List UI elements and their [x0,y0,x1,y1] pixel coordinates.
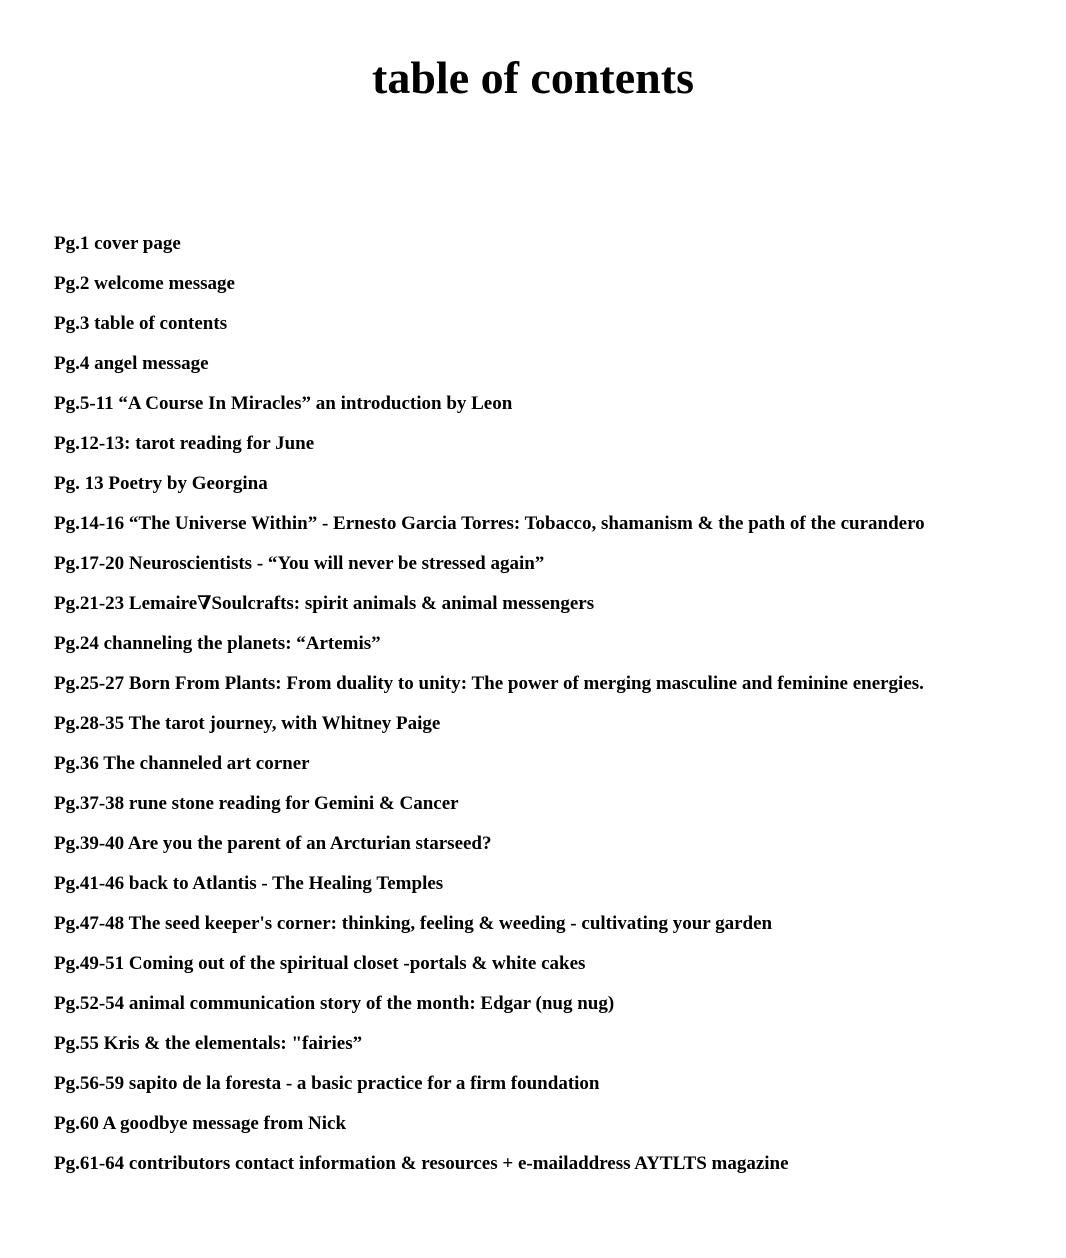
page-title: table of contents [372,52,694,103]
toc-entry: Pg.61-64 contributors contact information & resources + e-mailaddress AYTLTS magazine [54,1153,789,1174]
toc-entry: Pg.41-46 back to Atlantis - The Healing Temples [54,873,444,894]
toc-entry: Pg.47-48 The seed keeper's corner: thinking, feeling & weeding - cultivating your garden [54,913,773,934]
toc-entry: Pg.55 Kris & the elementals: "fairies” [54,1033,363,1054]
toc-entry: Pg.36 The channeled art corner [54,753,310,774]
toc-entry: Pg.28-35 The tarot journey, with Whitney Paige [54,713,441,734]
toc-entry: Pg.25-27 Born From Plants: From duality to unity: The power of merging masculine and feminine energies. [54,673,924,694]
toc-entry: Pg.56-59 sapito de la foresta - a basic practice for a firm foundation [54,1073,600,1094]
toc-entry: Pg.1 cover page [54,233,181,254]
toc-entry: Pg.37-38 rune stone reading for Gemini & Cancer [54,793,459,814]
toc-entry: Pg.12-13: tarot reading for June [54,433,315,454]
toc-entry: Pg.17-20 Neuroscientists - “You will never be stressed again” [54,553,545,574]
toc-entry: Pg.39-40 Are you the parent of an Arcturian starseed? [54,833,492,854]
toc-entry: Pg.5-11 “A Course In Miracles” an introduction by Leon [54,393,513,414]
toc-entry: Pg.60 A goodbye message from Nick [54,1113,347,1134]
toc-entry: Pg.52-54 animal communication story of the month: Edgar (nug nug) [54,993,615,1014]
toc-entry: Pg.3 table of contents [54,313,228,334]
toc-entry: Pg.2 welcome message [54,273,235,294]
toc-list [54,230,1054,1190]
toc-entry: Pg.4 angel message [54,353,209,374]
toc-entry: Pg.24 channeling the planets: “Artemis” [54,633,381,654]
toc-entry: Pg.14-16 “The Universe Within” - Ernesto Garcia Torres: Tobacco, shamanism & the path of the curandero [54,513,925,534]
toc-entry: Pg.21-23 Lemaire∇Soulcrafts: spirit animals & animal messengers [54,593,595,614]
toc-entry: Pg.49-51 Coming out of the spiritual closet -portals & white cakes [54,953,586,974]
toc-entry: Pg. 13 Poetry by Georgina [54,473,268,494]
